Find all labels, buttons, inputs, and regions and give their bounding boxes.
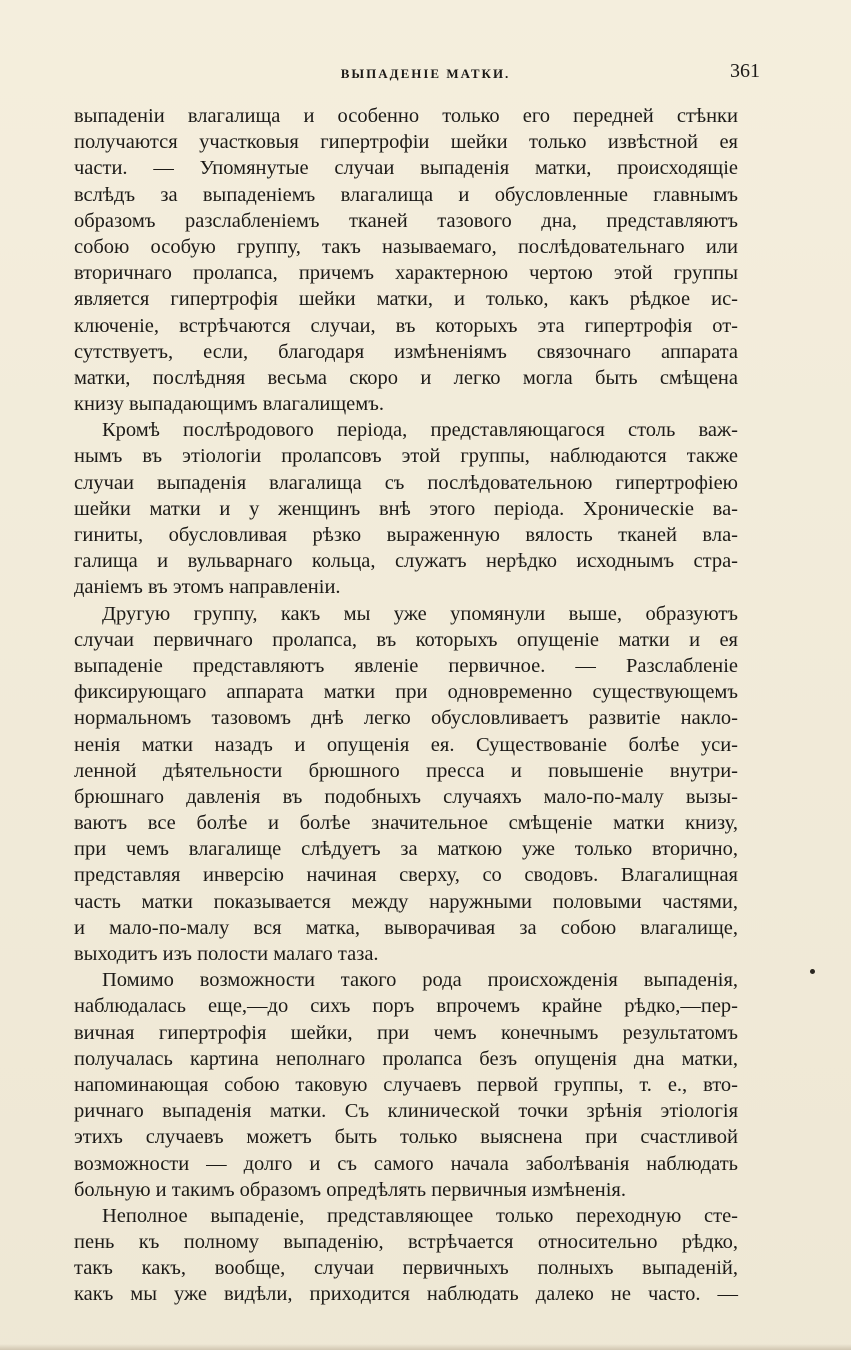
text-line: получалась картина неполнаго пролапса безъ опущенія дна матки, — [74, 1047, 738, 1070]
page-number: 361 — [730, 60, 760, 82]
text-line: нымъ въ этіологіи пролапсовъ этой группы, наблюдаются также — [74, 445, 738, 468]
text-line: Неполное выпаденіе, представляющее только переходную сте- — [102, 1204, 738, 1227]
text-line: получаются участковыя гипертрофіи шейки только извѣстной ея — [74, 131, 738, 154]
text-line: случаи выпаденія влагалища съ послѣдовательною гипертрофіею — [74, 471, 738, 494]
paragraph — [74, 417, 738, 600]
text-line: ленной дѣятельности брюшного пресса и повышеніе внутри- — [74, 759, 738, 782]
paragraph — [74, 967, 738, 1203]
text-line: Другую группу, какъ мы уже упомянули выше, образуютъ — [102, 602, 738, 625]
text-line: нормальномъ тазовомъ днѣ легко обусловливаетъ развитіе накло- — [74, 707, 738, 730]
text-line: вичная гипертрофія шейки, при чемъ конечнымъ результатомъ — [74, 1021, 738, 1044]
text-line: ричнаго выпаденія матки. Съ клинической точки зрѣнія этіологія — [74, 1100, 738, 1123]
text-line: напоминающая собою таковую случаевъ первой группы, т. е., вто- — [74, 1073, 738, 1096]
text-line: Кромѣ послѣродового періода, представляющагося столь важ- — [102, 419, 738, 442]
text-line: брюшнаго давленія въ подобныхъ случаяхъ мало-по-малу вызы- — [74, 785, 738, 808]
print-speck — [810, 969, 815, 974]
text-line: выпаденіе представляютъ явленіе первичное. — Разслабленіе — [74, 654, 738, 677]
text-line: ключеніе, встрѣчаются случаи, въ которыхъ эта гипертрофія от- — [74, 314, 738, 337]
text-line: части. — Упомянутые случаи выпаденія матки, происходящіе — [74, 157, 738, 180]
paragraph — [74, 601, 738, 968]
text-line: выходитъ изъ полости малаго таза. — [74, 943, 379, 965]
text-line: какъ мы уже видѣли, приходится наблюдать далеко не часто. — — [74, 1283, 738, 1306]
text-line: случаи первичнаго пролапса, въ которыхъ опущеніе матки и ея — [74, 628, 738, 651]
text-line: ненія матки назадъ и опущенія ея. Существованіе болѣе уси- — [74, 733, 738, 756]
text-line: этихъ случаевъ можетъ быть только выяснена при счастливой — [74, 1126, 738, 1149]
text-line: возможности — долго и съ самого начала заболѣванія наблюдать — [74, 1152, 738, 1175]
text-line: матки, послѣдняя весьма скоро и легко могла быть смѣщена — [74, 366, 738, 389]
text-line: часть матки показывается между наружными половыми частями, — [74, 890, 738, 913]
text-line: является гипертрофія шейки матки, и только, какъ рѣдкое ис- — [74, 288, 738, 311]
text-line: выпаденіи влагалища и особенно только его передней стѣнки — [74, 105, 738, 127]
text-line: такъ какъ, вообще, случаи первичныхъ полныхъ выпаденій, — [74, 1257, 738, 1280]
text-line: и мало-по-малу вся матка, выворачивая за собою влагалище, — [74, 916, 738, 939]
paragraph — [74, 103, 738, 417]
text-line: пень къ полному выпаденію, встрѣчается относительно рѣдко, — [74, 1231, 738, 1254]
text-line: образомъ разслабленіемъ тканей тазового дна, представляютъ — [74, 209, 738, 232]
text-line: больную и такимъ образомъ опредѣлять первичныя измѣненія. — [74, 1178, 626, 1201]
text-line: даніемъ въ этомъ направленіи. — [74, 576, 341, 599]
text-line: при чемъ влагалище слѣдуетъ за маткою уже только вторично, — [74, 838, 738, 861]
text-line: собою особую группу, такъ называемаго, послѣдовательнаго или — [74, 235, 738, 258]
body-text — [74, 103, 738, 1308]
text-line: наблюдалась еще,—до сихъ поръ впрочемъ крайне рѣдко,—пер- — [74, 995, 738, 1018]
text-line: шейки матки и у женщинъ внѣ этого періода. Хроническіе ва- — [74, 497, 738, 520]
text-line: ваютъ все болѣе и болѣе значительное смѣщеніе матки книзу, — [74, 812, 738, 835]
text-line: представляя инверсію начиная сверху, со сводовъ. Влагалищная — [74, 864, 738, 887]
text-line: сутствуетъ, если, благодаря измѣненіямъ связочнаго аппарата — [74, 340, 738, 363]
text-line: вторичнаго пролапса, причемъ характерною чертою этой группы — [74, 262, 738, 285]
text-line: Помимо возможности такого рода происхожденія выпаденія, — [102, 969, 738, 992]
paragraph — [74, 1203, 738, 1308]
running-title: ВЫПАДЕНІЕ МАТКИ. — [340, 66, 511, 81]
text-line: фиксирующаго аппарата матки при одновременно существующемъ — [74, 681, 738, 704]
text-line: книзу выпадающимъ влагалищемъ. — [74, 393, 384, 416]
text-line: гиниты, обусловливая рѣзко выраженную вялость тканей вла- — [74, 524, 738, 546]
text-line: галища и вульварнаго кольца, служатъ нерѣдко исходнымъ стра- — [74, 550, 738, 573]
text-line: вслѣдъ за выпаденіемъ влагалища и обусловленные главнымъ — [74, 183, 738, 206]
